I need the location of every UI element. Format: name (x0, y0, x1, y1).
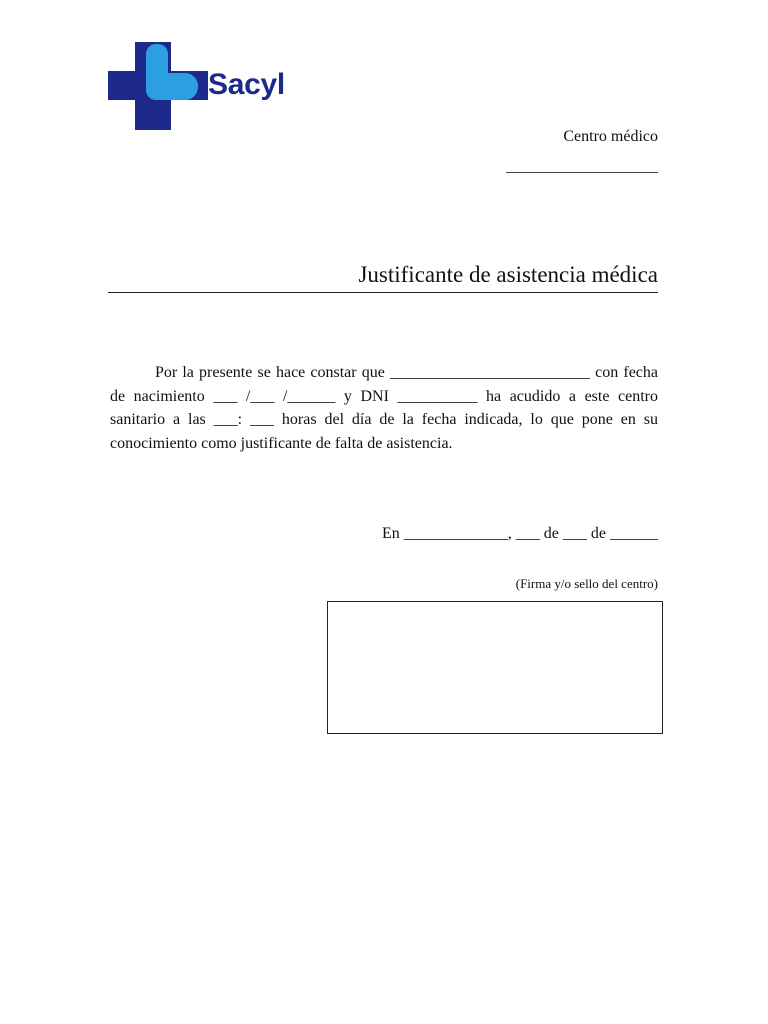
certification-text: Por la presente se hace constar que _________________________ con fecha de nacimiento ___ /___ /______ y DNI __________ ha acudido a este centro sanitario a las ___: ___ horas del día de la fecha indicada, lo que pone en su conocimiento como justificante de falta de asistencia. (110, 364, 658, 452)
signature-label: (Firma y/o sello del centro) (515, 576, 658, 591)
sacyl-logo (108, 42, 298, 132)
title-divider (108, 292, 658, 293)
centro-medico-blank: ___________________ (506, 158, 658, 175)
centro-medico-label: Centro médico (563, 128, 658, 145)
body-paragraph (110, 361, 658, 455)
logo-wordmark: Sacyl (208, 68, 285, 101)
document-title: Justificante de asistencia médica (358, 262, 658, 287)
sacyl-cross-icon (108, 42, 208, 132)
place-date-line: En _____________, ___ de ___ de ______ (382, 525, 658, 542)
signature-box (327, 601, 663, 734)
